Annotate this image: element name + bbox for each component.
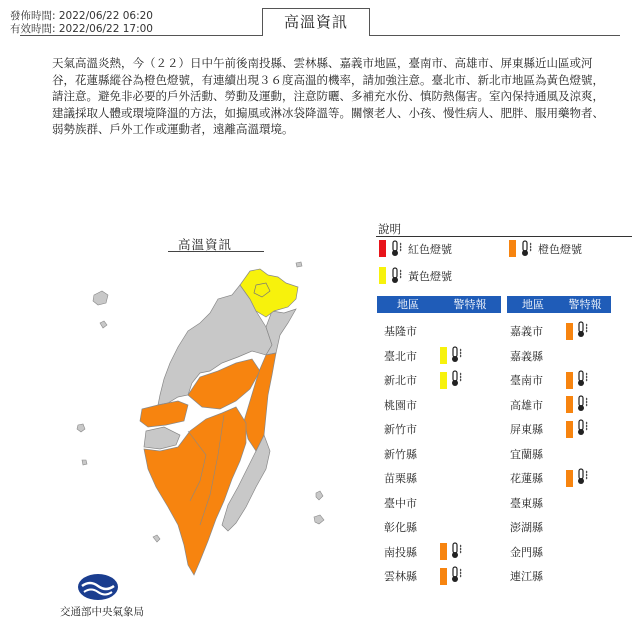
orange-swatch (509, 240, 516, 257)
region-row (504, 419, 590, 439)
thermometer-icon (390, 240, 404, 257)
region-name: 桃園市 (384, 398, 417, 412)
region-row (378, 370, 464, 390)
map-region-penghu-islet (82, 460, 87, 465)
warning-description: 天氣高溫炎熱，今（２２）日中午前後南投縣、雲林縣、嘉義市地區，臺南市、高雄市、屏東縣近山區或河谷，花蓮縣縱谷為橙色燈號，有連續出現３６度高溫的機率，請加強注意。臺北市、新北市地區為黃色燈號，請注意。避免非必要的戶外活動、勞動及運動，注意防曬、多補充水份、慎防熱傷害。室內保持通風及涼爽，建議採取人體或環境降溫的方法，如搧風或淋冰袋降溫等。關懷老人、小孩、慢性病人、肥胖、服用藥物者、弱勢族群、戶外工作或運動者，遠離高溫環境。 (52, 56, 604, 136)
column-region: 地區 (397, 298, 419, 311)
legend-divider (376, 236, 632, 237)
region-name: 臺中市 (384, 496, 417, 510)
alert-level-orange (440, 542, 464, 562)
legend-orange-label: 橙色燈號 (538, 242, 582, 256)
alert-level-orange (440, 566, 464, 586)
map-region-yunlin (140, 401, 188, 427)
red-swatch (379, 240, 386, 257)
legend-red (379, 240, 452, 257)
legend-yellow-label: 黃色燈號 (408, 269, 452, 283)
table-header-left (377, 296, 501, 313)
region-name: 宜蘭縣 (510, 447, 543, 461)
region-name: 新北市 (384, 374, 417, 387)
map-region-penghu (93, 291, 108, 305)
map-title-underline (168, 251, 264, 252)
region-row (378, 542, 464, 562)
region-row (378, 493, 440, 513)
region-row (378, 346, 464, 366)
taiwan-map (60, 255, 350, 585)
region-row (378, 444, 440, 464)
column-alert: 警特報 (453, 298, 487, 311)
region-name: 臺北市 (384, 349, 417, 363)
region-name: 澎湖縣 (510, 521, 543, 534)
region-row (504, 444, 566, 464)
thermometer-icon (520, 240, 534, 257)
region-name: 臺東縣 (510, 496, 543, 510)
column-alert: 警特報 (568, 298, 602, 311)
region-row (504, 395, 590, 415)
region-row (504, 517, 566, 537)
yellow-swatch (379, 267, 386, 284)
region-name: 嘉義縣 (510, 349, 543, 363)
alert-level-orange (566, 321, 590, 341)
region-row (378, 395, 440, 415)
region-name: 高雄市 (510, 398, 543, 412)
map-region-chiayi-county (144, 427, 180, 449)
map-title: 高溫資訊 (178, 237, 233, 252)
region-row (504, 566, 566, 586)
map-region-penghu-islet (77, 424, 85, 432)
thermometer-icon (450, 566, 464, 586)
region-name: 金門縣 (510, 545, 543, 559)
map-region-penghu-islet (100, 321, 107, 328)
cwb-logo-icon (76, 572, 120, 602)
region-row (504, 370, 590, 390)
region-name: 雲林縣 (384, 570, 417, 583)
legend-yellow (379, 267, 452, 284)
region-row (504, 542, 566, 562)
region-row (378, 419, 440, 439)
region-name: 苗栗縣 (384, 472, 417, 485)
region-row (378, 566, 464, 586)
column-region: 地區 (522, 298, 544, 311)
region-row (378, 468, 440, 488)
region-name: 基隆市 (384, 325, 417, 338)
thermometer-icon (576, 395, 590, 415)
region-name: 嘉義市 (510, 325, 543, 338)
map-region-guishan (296, 262, 302, 267)
region-row (504, 321, 590, 341)
region-name: 連江縣 (510, 570, 543, 583)
table-header-right (507, 296, 611, 313)
map-region-yilan (266, 309, 296, 355)
agency-name: 交通部中央氣象局 (60, 606, 144, 618)
valid-time: 有效時間: 2022/06/22 17:00 (10, 23, 153, 35)
legend-heading: 說明 (378, 222, 401, 236)
region-name: 彰化縣 (384, 521, 417, 534)
thermometer-icon (576, 419, 590, 439)
alert-level-yellow (440, 346, 464, 366)
region-name: 南投縣 (384, 545, 417, 559)
orange-swatch (566, 396, 573, 413)
orange-swatch (566, 470, 573, 487)
orange-swatch (566, 372, 573, 389)
alert-level-orange (566, 370, 590, 390)
thermometer-icon (390, 267, 404, 284)
legend-orange (509, 240, 582, 257)
region-name: 新竹市 (384, 423, 417, 436)
orange-swatch (440, 543, 447, 560)
region-name: 臺南市 (510, 374, 543, 387)
region-name: 花蓮縣 (510, 472, 543, 485)
region-row (504, 346, 566, 366)
legend-red-label: 紅色燈號 (408, 242, 452, 256)
thermometer-icon (576, 370, 590, 390)
page-title: 高溫資訊 (262, 8, 370, 36)
region-row (378, 517, 440, 537)
yellow-swatch (440, 347, 447, 364)
alert-level-yellow (440, 370, 464, 390)
map-region-orchid-island (314, 515, 324, 524)
region-name: 新竹縣 (384, 447, 417, 461)
thermometer-icon (576, 321, 590, 341)
thermometer-icon (450, 346, 464, 366)
region-row (504, 493, 566, 513)
time-info (10, 10, 153, 36)
orange-swatch (440, 568, 447, 585)
orange-swatch (566, 421, 573, 438)
alert-level-orange (566, 395, 590, 415)
region-name: 屏東縣 (510, 423, 543, 436)
region-row (378, 321, 440, 341)
yellow-swatch (440, 372, 447, 389)
map-region-green-island (316, 491, 323, 500)
thermometer-icon (576, 468, 590, 488)
orange-swatch (566, 323, 573, 340)
region-row (504, 468, 590, 488)
thermometer-icon (450, 542, 464, 562)
map-region-liuqiu (153, 535, 160, 542)
alert-level-orange (566, 419, 590, 439)
alert-level-orange (566, 468, 590, 488)
thermometer-icon (450, 370, 464, 390)
issued-time: 發佈時間: 2022/06/22 06:20 (10, 10, 153, 22)
